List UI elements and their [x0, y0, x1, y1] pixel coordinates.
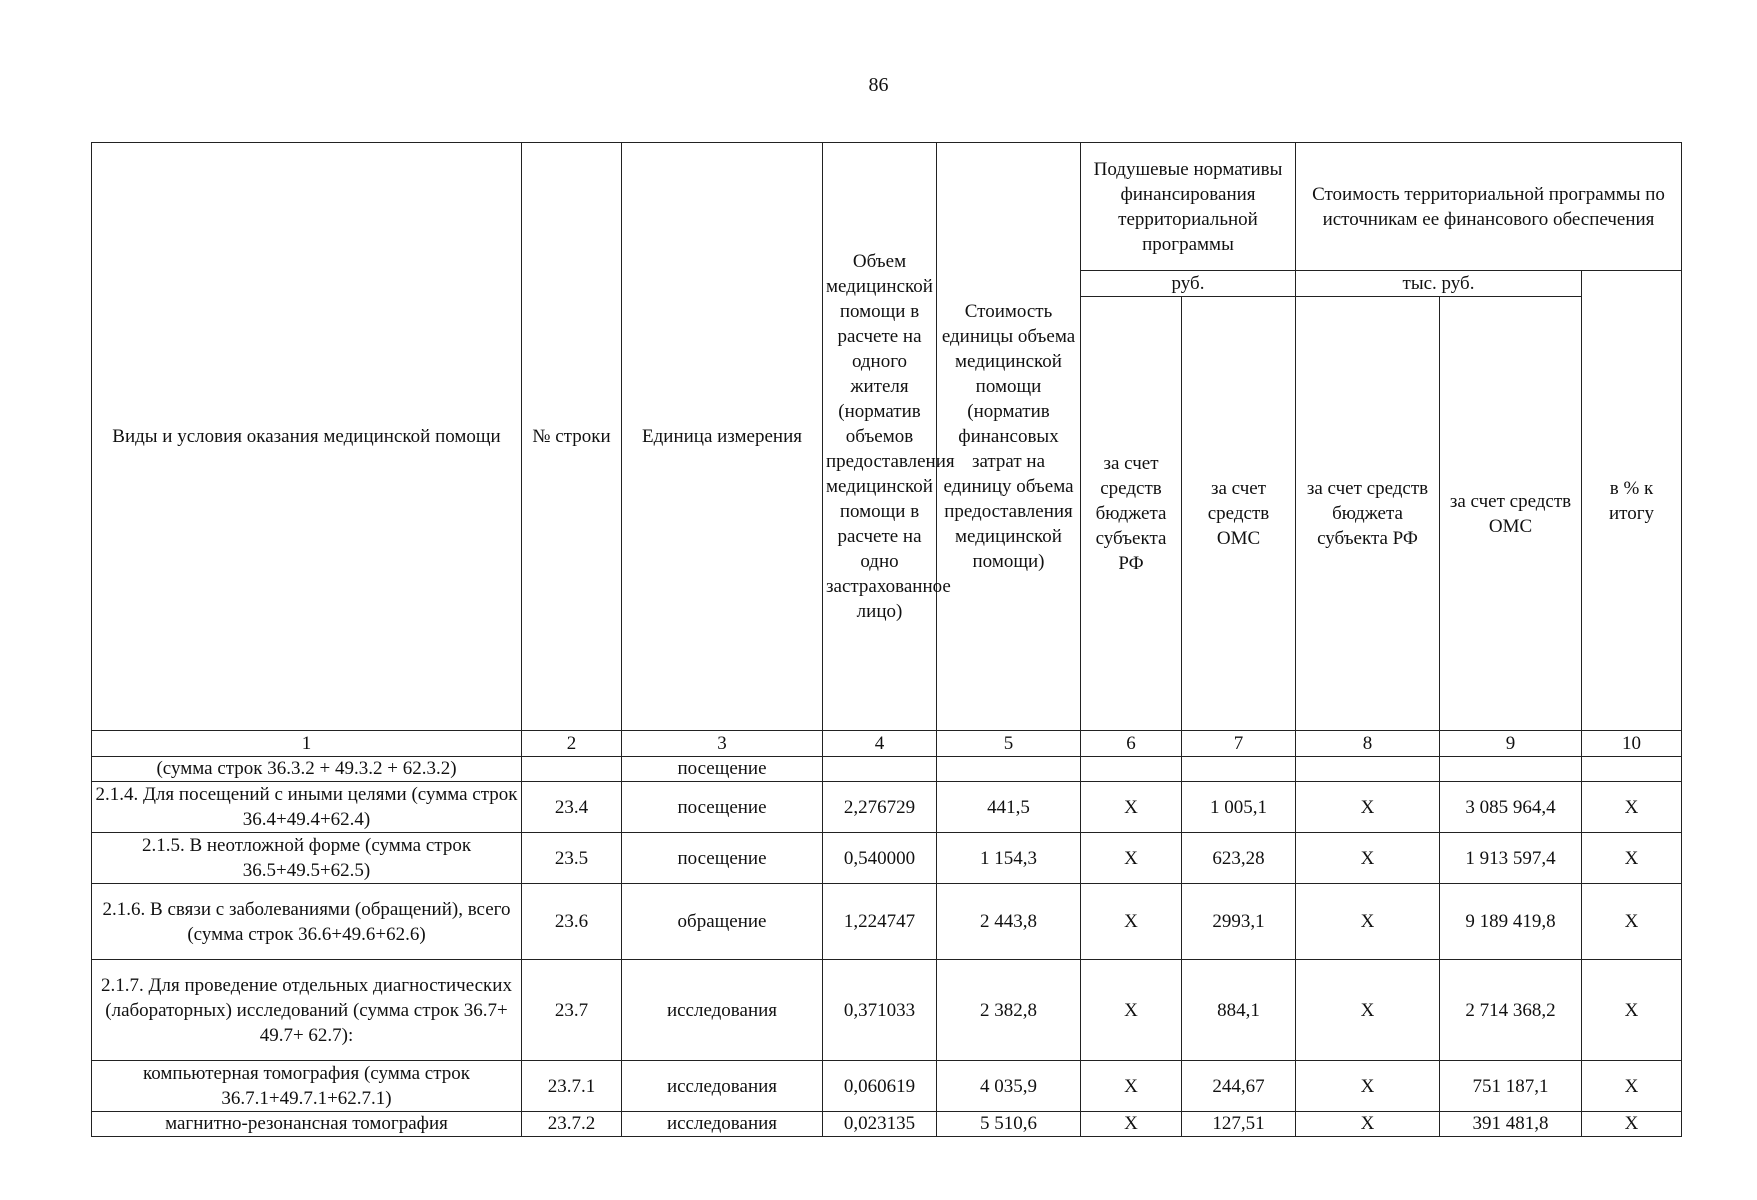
- row-c6: Х: [1081, 960, 1182, 1061]
- row-cost: 441,5: [937, 782, 1081, 833]
- row-c9: [1440, 757, 1582, 782]
- row-c9: 751 187,1: [1440, 1061, 1582, 1112]
- table-row: [92, 757, 1682, 782]
- col-number: 4: [823, 731, 937, 757]
- row-cost: 2 443,8: [937, 884, 1081, 960]
- row-line: 23.7.1: [522, 1061, 622, 1112]
- row-cost: 1 154,3: [937, 833, 1081, 884]
- row-c10: Х: [1582, 1112, 1682, 1137]
- row-c8: Х: [1296, 782, 1440, 833]
- table-row: [92, 884, 1682, 960]
- row-volume: 2,276729: [823, 782, 937, 833]
- row-name: 2.1.6. В связи с заболеваниями (обращений), всего (сумма строк 36.6+49.6+62.6): [92, 884, 522, 960]
- row-line: 23.6: [522, 884, 622, 960]
- row-c8: Х: [1296, 1061, 1440, 1112]
- row-cost: [937, 757, 1081, 782]
- row-c6: Х: [1081, 833, 1182, 884]
- column-number-row: [92, 731, 1682, 757]
- row-volume: [823, 757, 937, 782]
- row-name: компьютерная томография (сумма строк 36.7.1+49.7.1+62.7.1): [92, 1061, 522, 1112]
- header-group-cost: Стоимость территориальной программы по источникам ее финансового обеспечения: [1296, 143, 1682, 271]
- row-cost: 5 510,6: [937, 1112, 1081, 1137]
- row-unit: исследования: [622, 1061, 823, 1112]
- row-c10: Х: [1582, 884, 1682, 960]
- col-number: 8: [1296, 731, 1440, 757]
- row-cost: 2 382,8: [937, 960, 1081, 1061]
- header-col3: Единица измерения: [622, 143, 823, 731]
- row-c10: Х: [1582, 782, 1682, 833]
- row-c7: [1182, 757, 1296, 782]
- row-line: 23.4: [522, 782, 622, 833]
- row-c7: 884,1: [1182, 960, 1296, 1061]
- row-line: 23.7: [522, 960, 622, 1061]
- col-number: 3: [622, 731, 823, 757]
- row-c7: 244,67: [1182, 1061, 1296, 1112]
- table-row: [92, 833, 1682, 884]
- row-c9: 2 714 368,2: [1440, 960, 1582, 1061]
- row-unit: посещение: [622, 833, 823, 884]
- col-number: 10: [1582, 731, 1682, 757]
- row-c7: 1 005,1: [1182, 782, 1296, 833]
- row-c6: [1081, 757, 1182, 782]
- row-c9: 9 189 419,8: [1440, 884, 1582, 960]
- row-volume: 1,224747: [823, 884, 937, 960]
- col-number: 2: [522, 731, 622, 757]
- row-c10: Х: [1582, 833, 1682, 884]
- row-c8: Х: [1296, 1112, 1440, 1137]
- row-c7: 127,51: [1182, 1112, 1296, 1137]
- row-c9: 391 481,8: [1440, 1112, 1582, 1137]
- financing-table: [91, 142, 1682, 1137]
- row-c8: [1296, 757, 1440, 782]
- row-c6: Х: [1081, 884, 1182, 960]
- col-number: 6: [1081, 731, 1182, 757]
- row-unit: посещение: [622, 757, 823, 782]
- col-number: 1: [92, 731, 522, 757]
- row-c6: Х: [1081, 1112, 1182, 1137]
- row-name: 2.1.7. Для проведение отдельных диагностических (лабораторных) исследований (сумма строк 36.7+ 49.7+ 62.7):: [92, 960, 522, 1061]
- row-unit: посещение: [622, 782, 823, 833]
- header-col4: Объем медицинской помощи в расчете на одного жителя (норматив объемов предоставления медицинской помощи в расчете на одно застрахованное лицо): [823, 143, 937, 731]
- col-number: 7: [1182, 731, 1296, 757]
- row-c7: 623,28: [1182, 833, 1296, 884]
- row-unit: исследования: [622, 960, 823, 1061]
- table-row: [92, 960, 1682, 1061]
- header-col1: Виды и условия оказания медицинской помощи: [92, 143, 522, 731]
- row-c10: Х: [1582, 960, 1682, 1061]
- header-col10: в % к итогу: [1582, 271, 1682, 731]
- row-c10: Х: [1582, 1061, 1682, 1112]
- row-c6: Х: [1081, 782, 1182, 833]
- row-unit: исследования: [622, 1112, 823, 1137]
- row-line: [522, 757, 622, 782]
- row-c8: Х: [1296, 884, 1440, 960]
- table-row: [92, 1112, 1682, 1137]
- row-c9: 1 913 597,4: [1440, 833, 1582, 884]
- row-name: магнитно-резонансная томография: [92, 1112, 522, 1137]
- row-line: 23.7.2: [522, 1112, 622, 1137]
- col-number: 9: [1440, 731, 1582, 757]
- row-name: 2.1.5. В неотложной форме (сумма строк 36.5+49.5+62.5): [92, 833, 522, 884]
- row-name: 2.1.4. Для посещений с иными целями (сумма строк 36.4+49.4+62.4): [92, 782, 522, 833]
- header-col9: за счет средств ОМС: [1440, 297, 1582, 731]
- page-number: 86: [868, 74, 889, 96]
- header-col5: Стоимость единицы объема медицинской помощи (норматив финансовых затрат на единицу объема предоставления медицинской помощи): [937, 143, 1081, 731]
- row-name: (сумма строк 36.3.2 + 49.3.2 + 62.3.2): [92, 757, 522, 782]
- table-row: [92, 782, 1682, 833]
- header-col8: за счет средств бюджета субъекта РФ: [1296, 297, 1440, 731]
- header-unit-rub: руб.: [1081, 271, 1296, 297]
- row-c7: 2993,1: [1182, 884, 1296, 960]
- row-unit: обращение: [622, 884, 823, 960]
- header-col6: за счет средств бюджета субъекта РФ: [1081, 297, 1182, 731]
- header-unit-thous: тыс. руб.: [1296, 271, 1582, 297]
- header-group-percap: Подушевые нормативы финансирования территориальной программы: [1081, 143, 1296, 271]
- row-volume: 0,023135: [823, 1112, 937, 1137]
- row-volume: 0,371033: [823, 960, 937, 1061]
- row-cost: 4 035,9: [937, 1061, 1081, 1112]
- header-col2: № строки: [522, 143, 622, 731]
- row-c8: Х: [1296, 833, 1440, 884]
- row-line: 23.5: [522, 833, 622, 884]
- row-c9: 3 085 964,4: [1440, 782, 1582, 833]
- row-c10: [1582, 757, 1682, 782]
- row-volume: 0,060619: [823, 1061, 937, 1112]
- row-volume: 0,540000: [823, 833, 937, 884]
- col-number: 5: [937, 731, 1081, 757]
- header-col7: за счет средств ОМС: [1182, 297, 1296, 731]
- table-row: [92, 1061, 1682, 1112]
- row-c8: Х: [1296, 960, 1440, 1061]
- row-c6: Х: [1081, 1061, 1182, 1112]
